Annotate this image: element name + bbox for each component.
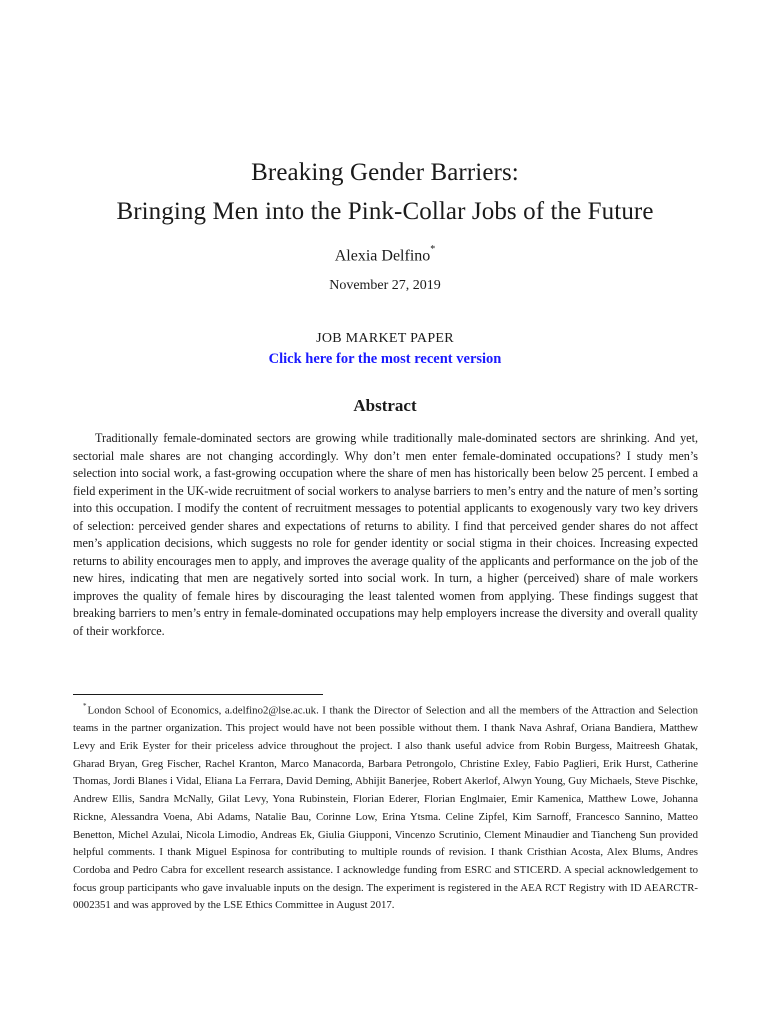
paper-date: November 27, 2019 bbox=[329, 278, 441, 293]
paper-title-line-2: Bringing Men into the Pink-Collar Jobs of the Future bbox=[116, 198, 654, 225]
recent-version-link[interactable]: Click here for the most recent version bbox=[268, 351, 502, 367]
footnote-text: London School of Economics, a.delfino2@lse.ac.uk. I thank the Director of Selection and all the members of the Attraction and Selection teams in the partner organization. This project would have not been possible without them. I thank Nava Ashraf, Oriana Bandiera, Matthew Levy and Erik Eyster for their priceless advice throughout the project. I also thank useful advice from Robin Burgess, Maitreesh Ghatak, Gharad Bryan, Greg Fischer, Rachel Kranton, Marco Manacorda, Barbara Petrongolo, Christine Exley, Fabio Paglieri, Erik Hurst, Catherine Thomas, Jordi Blanes i Vidal, Eliana La Ferrara, David Deming, Abhijit Banerjee, Robert Akerlof, Alwyn Young, Guy Michaels, Steve Pischke, Andrew Ellis, Sandra McNally, Gilat Levy, Yona Rubinstein, Florian Ederer, Florian Englmaier, Emir Kamenica, Matthew Lowe, Johanna Rickne, Alessandra Voena, Abi Adams, Natalie Bau, Corinne Low, Erina Ytsma. Celine Zipfel, Kim Sarnoff, Francesco Sannino, Matteo Benetton, Michel Azulai, Nicola Limodio, Andreas Ek, Giulia Giupponi, Vincenzo Scrutinio, Clement Minaudier and Tiancheng Sun provided helpful comments. I thank Miguel Espinosa for contributing to multiple rounds of revision. I thank Cristhian Acosta, Alex Blums, Andres Cordoba and Pedro Cabra for excellent research assistance. I acknowledge funding from ESRC and STICERD. A special acknowledgement to focus group participants who gave invaluable inputs on the design. The experiment is registered in the AEA RCT Registry with ID AEARCTR-0002351 and was approved by the LSE Ethics Committee in August 2017. bbox=[73, 704, 698, 912]
author-footnote bbox=[73, 699, 698, 915]
job-market-paper-label: JOB MARKET PAPER bbox=[316, 331, 454, 346]
author-name bbox=[0, 242, 770, 266]
footnote-divider bbox=[73, 694, 323, 695]
abstract-heading: Abstract bbox=[353, 396, 417, 415]
abstract-text: Traditionally female-dominated sectors are growing while traditionally male-dominated sectors are shrinking. And yet, sectorial male shares are not changing accordingly. Why don’t men enter female-dominated occupations? I study men’s selection into social work, a fast-growing occupation where the share of men has historically been below 25 percent. I embed a field experiment in the UK-wide recruitment of social workers to analyse barriers to men’s entry and the nature of men’s sorting into this occupation. I modify the content of recruitment messages to potential applicants to exogenously vary two key drivers of selection: perceived gender shares and expectations of returns to ability. I find that perceived gender shares do not affect men’s application decisions, which suggests no role for gender identity or social stigma in their choices. Increasing expected returns to ability encourages men to apply, and improves the average quality of the applicants and performance on the job of the new hires, indicating that men are negatively sorted into social work. In turn, a higher (perceived) share of male workers improves the quality of female hires by discouraging the least talented women from applying. These findings suggest that breaking barriers to men’s entry in female-dominated occupations may help employers increase the diversity and overall quality of their workforce. bbox=[73, 431, 698, 638]
author-name-text: Alexia Delfino bbox=[334, 247, 431, 265]
paper-title-line-1: Breaking Gender Barriers: bbox=[251, 159, 519, 186]
author-footnote-mark: * bbox=[430, 244, 436, 255]
footnote-mark: * bbox=[83, 702, 87, 710]
